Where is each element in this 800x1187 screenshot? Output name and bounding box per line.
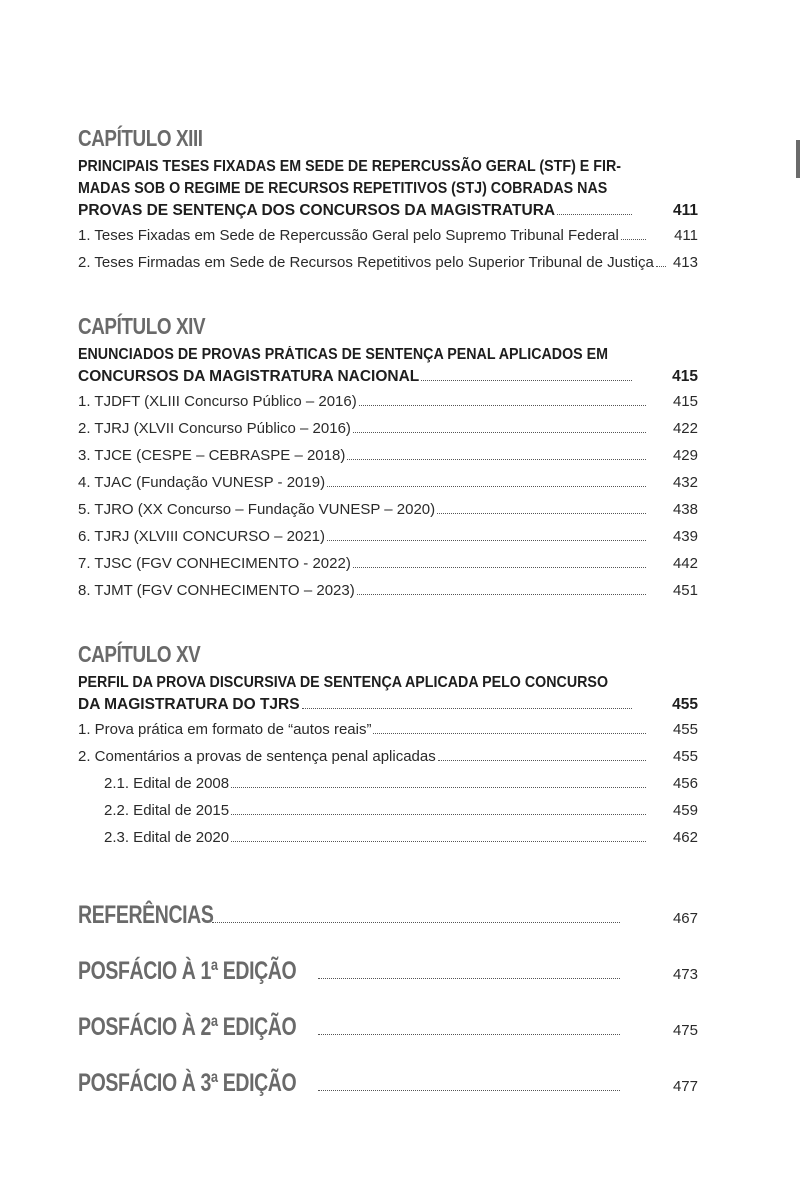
dot-leader — [621, 239, 646, 240]
page-number: 455 — [672, 748, 698, 765]
toc-entry[interactable] — [78, 249, 698, 276]
entry-label: CONCURSOS DA MAGISTRATURA NACIONAL — [78, 368, 420, 385]
dot-leader — [656, 266, 666, 267]
page-number: 429 — [672, 447, 698, 464]
entry-label: 1. Teses Fixadas em Sede de Repercussão Geral pelo Supremo Tribunal Federal — [78, 227, 619, 244]
entry-label: 1. Prova prática em formato de “autos reais” — [78, 721, 372, 738]
page-number: 442 — [672, 555, 698, 572]
toc-subentry[interactable] — [78, 770, 698, 797]
page-number: 451 — [672, 582, 698, 599]
page-number: 413 — [672, 254, 698, 271]
page-number: 456 — [672, 775, 698, 792]
toc-entry[interactable] — [78, 222, 698, 249]
dot-leader — [231, 814, 646, 815]
section-posfacio-2[interactable] — [78, 999, 698, 1055]
heading-line: PERFIL DA PROVA DISCURSIVA DE SENTENÇA APLICADA PELO CONCURSO — [78, 674, 609, 691]
chapter-heading — [78, 672, 648, 694]
toc-entry[interactable] — [78, 442, 698, 469]
toc-entry[interactable] — [78, 496, 698, 523]
page-number: 475 — [672, 1022, 698, 1039]
dot-leader — [231, 841, 646, 842]
dot-leader — [327, 540, 646, 541]
page-number: 411 — [674, 227, 698, 244]
toc-entry[interactable] — [78, 388, 698, 415]
entry-label: 2. Comentários a provas de sentença penal aplicadas — [78, 748, 436, 765]
entry-label: 2.3. Edital de 2020 — [104, 829, 230, 846]
entry-label: 5. TJRO (XX Concurso – Fundação VUNESP – 2020) — [78, 501, 436, 518]
page-number: 462 — [672, 829, 698, 846]
heading-line: PRINCIPAIS TESES FIXADAS EM SEDE DE REPERCUSSÃO GERAL (STF) E FIR- — [78, 158, 622, 175]
dot-leader — [347, 459, 646, 460]
back-matter — [78, 887, 698, 1111]
page-number: 422 — [672, 420, 698, 437]
section-label: POSFÁCIO À 2ª EDIÇÃO — [78, 1013, 297, 1041]
chapter-xv — [78, 640, 698, 851]
dot-leader — [421, 380, 632, 381]
toc-entry[interactable] — [78, 716, 698, 743]
entry-label: PROVAS DE SENTENÇA DOS CONCURSOS DA MAGISTRATURA — [78, 202, 556, 219]
chapter-title: CAPÍTULO XV — [78, 641, 201, 667]
section-label: POSFÁCIO À 1ª EDIÇÃO — [78, 957, 297, 985]
page-number: 459 — [672, 802, 698, 819]
section-posfacio-3[interactable] — [78, 1055, 698, 1111]
toc-entry-heading[interactable] — [78, 694, 698, 716]
page-number: 415 — [672, 368, 698, 385]
toc-subentry[interactable] — [78, 824, 698, 851]
entry-label: 2. TJRJ (XLVII Concurso Público – 2016) — [78, 420, 351, 437]
page-number: 415 — [672, 393, 698, 410]
toc-entry[interactable] — [78, 550, 698, 577]
entry-label: 1. TJDFT (XLIII Concurso Público – 2016) — [78, 393, 357, 410]
section-posfacio-1[interactable] — [78, 943, 698, 999]
dot-leader — [373, 733, 646, 734]
entry-label: 6. TJRJ (XLVIII CONCURSO – 2021) — [78, 528, 326, 545]
dot-leader — [318, 1090, 620, 1091]
page-number: 455 — [672, 721, 698, 738]
entry-label: 4. TJAC (Fundação VUNESP - 2019) — [78, 474, 326, 491]
entry-label: DA MAGISTRATURA DO TJRS — [78, 696, 300, 713]
dot-leader — [438, 760, 646, 761]
heading-line: MADAS SOB O REGIME DE RECURSOS REPETITIVOS (STJ) COBRADAS NAS — [78, 180, 608, 197]
chapter-title: CAPÍTULO XIV — [78, 313, 206, 339]
page-number: 411 — [672, 202, 698, 219]
page-number: 438 — [672, 501, 698, 518]
page-number: 477 — [672, 1078, 698, 1095]
heading-line: ENUNCIADOS DE PROVAS PRÁTICAS DE SENTENÇA PENAL APLICADOS EM — [78, 346, 609, 363]
toc-subentry[interactable] — [78, 797, 698, 824]
dot-leader — [302, 708, 632, 709]
page-number: 467 — [672, 910, 698, 927]
chapter-xiii — [78, 124, 698, 276]
entry-label: 7. TJSC (FGV CONHECIMENTO - 2022) — [78, 555, 351, 572]
dot-leader — [231, 787, 646, 788]
dot-leader — [359, 405, 646, 406]
entry-label: 2.1. Edital de 2008 — [104, 775, 230, 792]
section-references[interactable] — [78, 887, 698, 943]
entry-label: 3. TJCE (CESPE – CEBRASPE – 2018) — [78, 447, 346, 464]
chapter-heading — [78, 156, 648, 200]
toc-entry[interactable] — [78, 577, 698, 604]
dot-leader — [318, 978, 620, 979]
toc-entry-heading[interactable] — [78, 200, 698, 222]
chapter-xiv — [78, 312, 698, 604]
toc-entry[interactable] — [78, 415, 698, 442]
toc-entry[interactable] — [78, 523, 698, 550]
dot-leader — [437, 513, 646, 514]
page-number: 439 — [672, 528, 698, 545]
toc-entry[interactable] — [78, 469, 698, 496]
section-label: POSFÁCIO À 3ª EDIÇÃO — [78, 1069, 297, 1097]
dot-leader — [357, 594, 646, 595]
dot-leader — [318, 1034, 620, 1035]
dot-leader — [353, 432, 646, 433]
page-number: 432 — [672, 474, 698, 491]
toc-entry[interactable] — [78, 743, 698, 770]
table-of-contents — [78, 124, 698, 1111]
dot-leader — [212, 922, 620, 923]
entry-label: 8. TJMT (FGV CONHECIMENTO – 2023) — [78, 582, 355, 599]
section-label: REFERÊNCIAS — [78, 901, 214, 929]
entry-label: 2. Teses Firmadas em Sede de Recursos Repetitivos pelo Superior Tribunal de Justiça — [78, 254, 654, 271]
entry-label: 2.2. Edital de 2015 — [104, 802, 230, 819]
chapter-title: CAPÍTULO XIII — [78, 125, 203, 151]
toc-entry-heading[interactable] — [78, 366, 698, 388]
dot-leader — [557, 214, 632, 215]
dot-leader — [327, 486, 646, 487]
chapter-heading — [78, 344, 648, 366]
page-edge-tab — [796, 140, 800, 178]
page-number: 455 — [672, 696, 698, 713]
dot-leader — [353, 567, 646, 568]
page-number: 473 — [672, 966, 698, 983]
